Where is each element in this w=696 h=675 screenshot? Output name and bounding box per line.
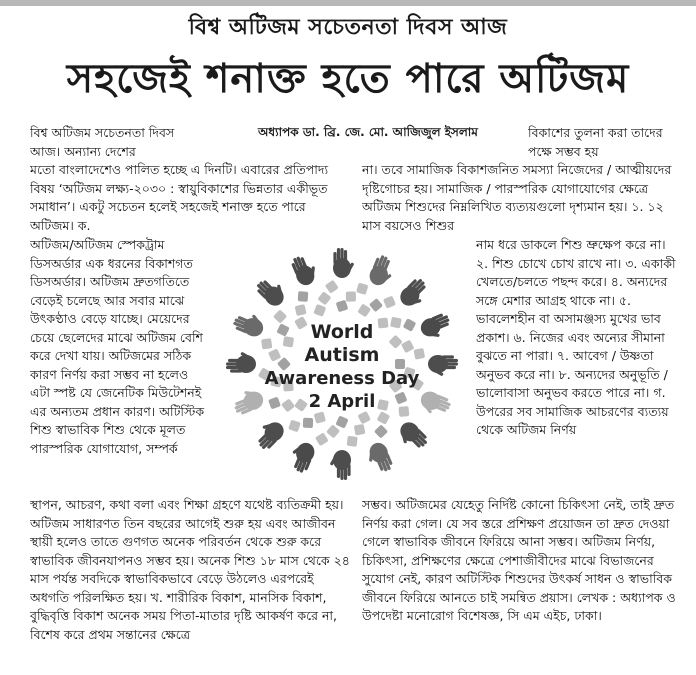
body-col2-bottom: সম্ভব। অটিজমের যেহেতু নির্দিষ্ট কোনো চিকিৎসা নেই, তাই দ্রুত নির্ণয় করা গেল। যে সব স্তরে প্রশিক্ষণ প্রয়োজন তা দ্রুত দেওয়া গেলে স্বাভাবিক জীবনে ফিরিয়ে আনা সম্ভব। অটিজম নির্ণয়, চিকিৎসা, প্রশিক্ষণের ক্ষেত্রে পেশাজীবীদের মাঝে বিভাজনের সুযোগ নেই, কারণ অটিস্টিক শিশুদের উৎকর্ষ সাধন ও স্বাভাবিক জীবনে ফিরিয়ে আনতে চাই সমন্বিত প্রয়াস। লেখক : অধ্যাপক ও উপদেষ্টা মনোরোগ বিশেষজ্ঞ, সি এম এইচ, ঢাকা। bbox=[362, 497, 676, 623]
body-col1-bottom: স্থাপন, আচরণ, কথা বলা এবং শিক্ষা গ্রহণে যথেষ্ট ব্যতিক্রমী হয়। অটিজম সাধারণত তিন বছরের আগেই শুরু হয় এবং আজীবন স্থায়ী হলেও তাতে গুণগত অনেক পরিবর্তন থেকে শুরু করে স্বাভাবিক জীবনযাপনও সম্ভব হয়। অনেক শিশু ১৮ মাস থেকে ২৪ মাস পর্যন্ত সবদিকে স্বাভাবিকভাবে বেড়ে উঠলেও এরপরেই অধগতি পরিলক্ষিত হয়। খ. শারীরিক বিকাশ, মানসিক বিকাশ, বুদ্ধিবৃত্তি বিকাশ অনেক সময় পিতা-মাতার দৃষ্টি আকর্ষণ করে না, বিশেষ করে প্রথম সন্তানের ক্ষেত্রে bbox=[30, 497, 350, 642]
photo-text-autism: Autism bbox=[304, 344, 380, 366]
puzzle-piece bbox=[346, 292, 356, 302]
page-headline: সহজেই শনাক্ত হতে পারে অটিজম bbox=[66, 56, 630, 102]
top-rule bbox=[0, 0, 696, 6]
puzzle-piece bbox=[354, 424, 366, 436]
puzzle-piece bbox=[261, 338, 272, 349]
puzzle-piece bbox=[347, 436, 358, 447]
puzzle-piece bbox=[398, 406, 409, 417]
photo-text-awareness-day: Awareness Day bbox=[264, 368, 420, 389]
puzzle-piece bbox=[390, 317, 402, 329]
body-full-left: মতো বাংলাদেশেও পালিত হচ্ছে এ দিনটি। এবারের প্রতিপাদ্য বিষয় ‘অটিজম লক্ষ্য-২০৩০ : স্বায়ুবিকাশের ভিন্নতার একীভূত সমাধান’। একটু সচেতন হলেই সহজেই শনাক্ত হতে পারে অটিজম। ক. bbox=[30, 162, 329, 233]
body-col2-full: না। তবে সামাজিক বিকাশজনিত সমস্যা নিজেদের / আত্মীয়দের দৃষ্টিগোচর হয়। সামাজিক / পারস্পরিক যোগাযোগের ক্ষেত্রে অটিজম শিশুদের নিম্নলিখিত ব্যত্যয়গুলো দৃশ্যমান হয়। ১. ১২ মাস বয়সেও শিশুর bbox=[362, 162, 672, 233]
body-col1-mid: অটিজম/অটিজম স্পেকট্রাম ডিসঅর্ডার এক ধরনের বিকাশগত ডিসঅর্ডার। অটিজম দ্রুতগতিতে বেড়েই চলেছে আর সবার মাঝে উৎকণ্ঠাও বেড়ে যাচ্ছে। মেয়েদের চেয়ে ছেলেদের মাঝে অটিজম বেশি করে দেখা যায়। অটিজমের সঠিক কারণ নির্ণয় করা সম্ভব না হলেও এটা স্পষ্ট যে জেনেটিক মিউটেশনই এর অন্যতম প্রধান কারণ। অটিস্টিক শিশু স্বাভাবিক শিশু থেকে মূলত পারস্পরিক যোগাযোগ, সম্পর্ক bbox=[30, 237, 205, 456]
autism-day-photo bbox=[218, 240, 466, 488]
puzzle-piece bbox=[283, 336, 294, 347]
photo-text-date: 2 April bbox=[308, 391, 376, 412]
body-col2-top: বিকাশের তুলনা করা তাদের পক্ষে সম্ভব হয় bbox=[528, 125, 663, 159]
body-col1-top: বিশ্ব অটিজম সচেতনতা দিবস আজ। অন্যান্য দেশের bbox=[30, 125, 175, 159]
kicker-heading: বিশ্ব অটিজম সচেতনতা দিবস আজ bbox=[188, 15, 508, 40]
author-byline: অধ্যাপক ডা. ব্রি. জে. মো. আজিজুল ইসলাম bbox=[258, 125, 478, 139]
puzzle-piece bbox=[413, 348, 425, 360]
puzzle-piece bbox=[377, 399, 389, 411]
puzzle-piece bbox=[298, 291, 309, 302]
photo-text-world: World bbox=[310, 321, 374, 343]
puzzle-piece bbox=[303, 418, 313, 428]
body-col2-mid: নাম ধরে ডাকলে শিশু ভ্রুক্ষেপ করে না। ২. শিশু চোখে চোখ রাখে না। ৩. একাকী খেলতে/চলতে পছন্দ করে। ৪. অন্যদের সঙ্গে মেশার আগ্রহ থাকে না। ৫. ভাবলেশহীন বা অসামঞ্জস্য মুখের ভাব প্রকাশ। ৬. নিজের এবং অন্যের সীমানা বুঝতে না পারা। ৭. আবেগ / উষ্ণতা অনুভব করে না। ৮. অন্যদের অনুভূতি / ভালোবাসা অনুভব করতে পারে না। গ. উপরের সব সামাজিক আচরণের ব্যত্যয় থেকে অটিজম নির্ণয় bbox=[476, 237, 676, 437]
puzzle-piece bbox=[378, 318, 389, 329]
